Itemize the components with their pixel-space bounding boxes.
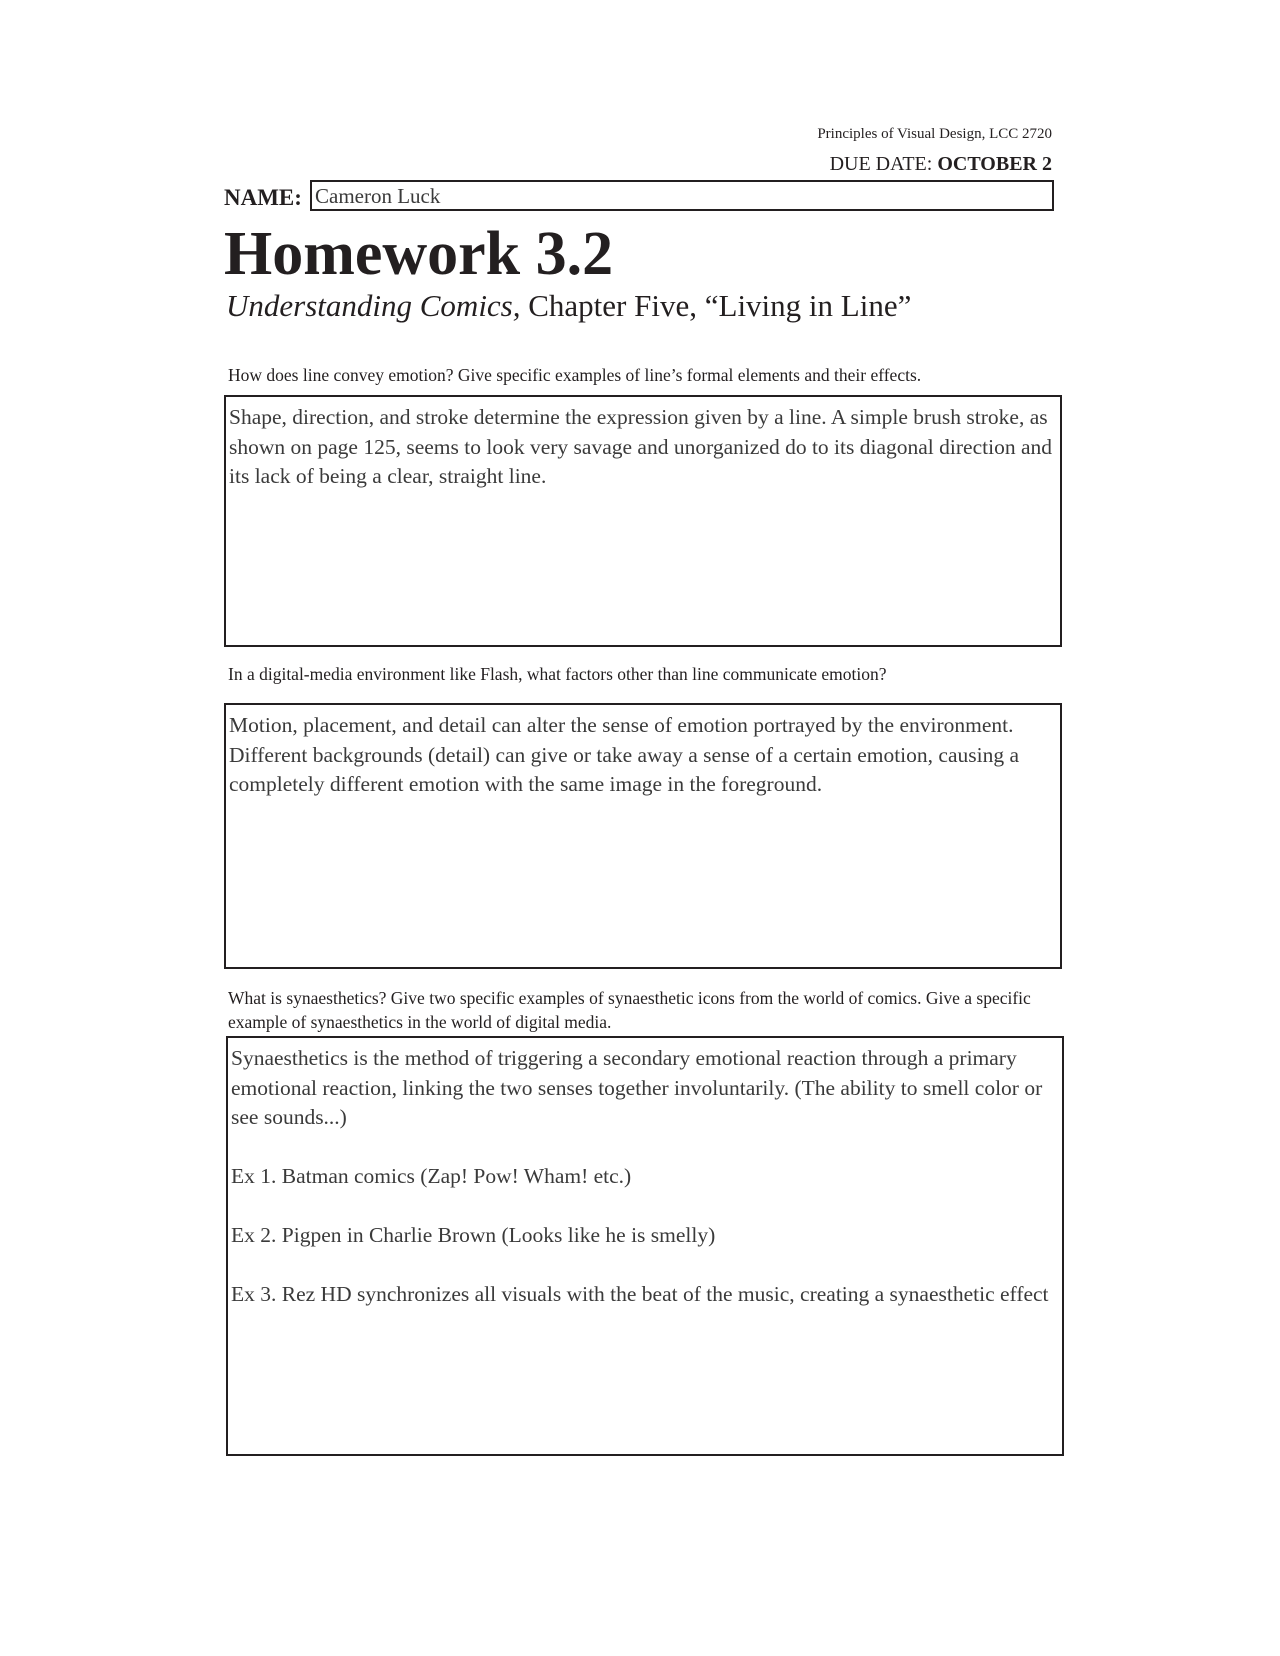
course-name: Principles of Visual Design, LCC 2720 — [817, 126, 1052, 142]
name-field[interactable]: Cameron Luck — [310, 180, 1054, 211]
answer-2-paragraph: Motion, placement, and detail can alter the sense of emotion portrayed by the environment. Different backgrounds (detail) can give or take away a sense of a certain emotion, causing a completely different emotion with the same image in the foreground. — [229, 713, 1019, 796]
question-2-prompt: In a digital-media environment like Flash, what factors other than line communicate emotion? — [228, 664, 887, 684]
answer-3-example-2: Ex 2. Pigpen in Charlie Brown (Looks like he is smelly) — [231, 1223, 716, 1247]
question-1-prompt: How does line convey emotion? Give specific examples of line’s formal elements and their effects. — [228, 365, 922, 385]
answer-2-field[interactable] — [224, 703, 1062, 969]
name-label: NAME: — [224, 185, 302, 210]
answer-3-paragraph: Synaesthetics is the method of triggering a secondary emotional reaction through a primary emotional reaction, linking the two senses together involuntarily. (The ability to smell color or see sounds...) — [231, 1046, 1043, 1129]
question-3-prompt: What is synaesthetics? Give two specific examples of synaesthetic icons from the world of comics. Give a specific example of synaesthetics in the world of digital media. — [228, 988, 1031, 1032]
answer-1-paragraph: Shape, direction, and stroke determine the expression given by a line. A simple brush stroke, as shown on page 125, seems to look very savage and unorganized do to its diagonal direction and its lack of being a clear, straight line. — [229, 405, 1052, 488]
answer-1-field[interactable] — [224, 395, 1062, 647]
book-title: Understanding Comics, — [226, 288, 521, 323]
answer-3-example-3: Ex 3. Rez HD synchronizes all visuals with the beat of the music, creating a synaesthetic effect — [231, 1282, 1049, 1306]
answer-3-field[interactable] — [226, 1036, 1064, 1456]
due-date — [830, 153, 1052, 176]
answer-3-example-1: Ex 1. Batman comics (Zap! Pow! Wham! etc.) — [231, 1164, 632, 1188]
due-date-value: OCTOBER 2 — [937, 153, 1052, 175]
due-date-label: DUE DATE: — [829, 153, 933, 175]
page-subtitle — [226, 286, 911, 326]
page-title: Homework 3.2 — [224, 220, 614, 288]
chapter-title: Chapter Five, “Living in Line” — [528, 288, 912, 323]
